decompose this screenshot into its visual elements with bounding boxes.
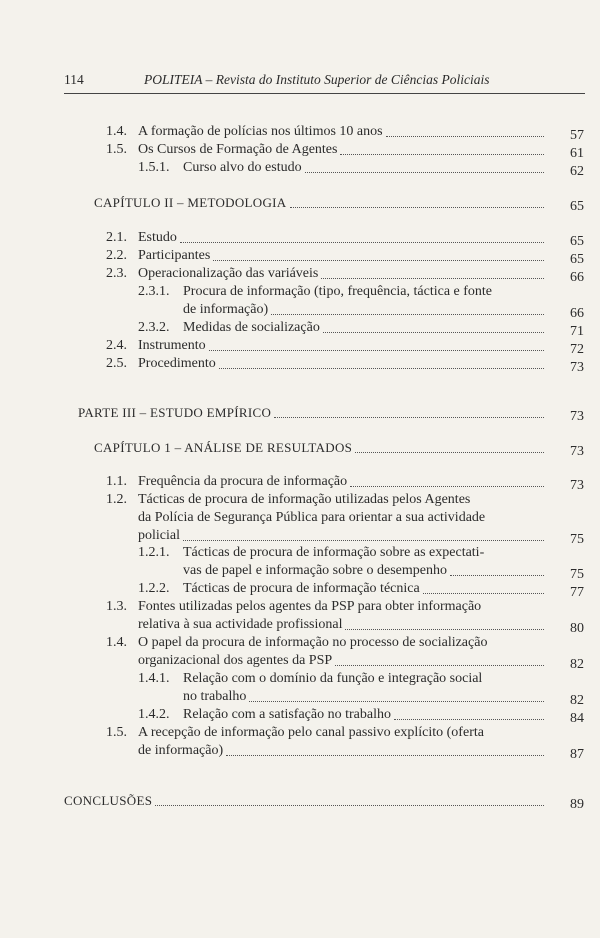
entry-page-number: 87 [570, 747, 584, 762]
toc-entry [106, 492, 584, 546]
entry-title: Fontes utilizadas pelos agentes da PSP para obter informação [138, 599, 482, 614]
entry-title: Os Cursos de Formação de Agentes [138, 142, 338, 157]
entry-number: 1.2.2. [138, 581, 170, 596]
page-number: 114 [64, 72, 84, 87]
entry-title: O papel da procura de informação no processo de socialização [138, 635, 488, 650]
entry-title: CONCLUSÕES [64, 793, 153, 808]
entry-title-continued: da Polícia de Segurança Pública para orientar a sua actividade [138, 510, 486, 525]
entry-title: Instrumento [138, 338, 206, 353]
dot-leader [183, 528, 544, 541]
entry-page-number: 82 [570, 657, 584, 672]
entry-title: Tácticas de procura de informação sobre as expectati- [183, 545, 485, 560]
dot-leader [274, 405, 544, 418]
entry-page-number: 65 [570, 234, 584, 249]
entry-page-number: 71 [570, 324, 584, 339]
toc-entry [78, 405, 584, 423]
entry-page-number: 75 [570, 567, 584, 582]
toc-entry [138, 545, 584, 581]
dot-leader [323, 320, 544, 333]
entry-number: 2.3.1. [138, 284, 170, 299]
entry-page-number: 66 [570, 306, 584, 321]
toc-entry [64, 793, 584, 811]
toc-entry [106, 124, 584, 142]
entry-page-number: 72 [570, 342, 584, 357]
dot-leader [335, 653, 544, 666]
entry-title: Medidas de socialização [183, 320, 320, 335]
entry-title-continued: no trabalho [183, 689, 247, 704]
entry-number: 2.4. [106, 338, 127, 353]
entry-number: 1.1. [106, 474, 127, 489]
entry-title: Relação com a satisfação no trabalho [183, 707, 391, 722]
dot-leader [355, 440, 544, 453]
dot-leader [394, 707, 544, 720]
dot-leader [340, 142, 544, 155]
dot-leader [155, 793, 544, 806]
entry-title-continued: vas de papel e informação sobre o desempenho [183, 563, 447, 578]
toc-entry [106, 599, 584, 635]
toc-entry [138, 284, 584, 320]
entry-page-number: 65 [570, 199, 584, 214]
entry-page-number: 73 [570, 360, 584, 375]
entry-title: Tácticas de procura de informação técnica [183, 581, 420, 596]
toc-entry [106, 338, 584, 356]
entry-title: Tácticas de procura de informação utilizadas pelos Agentes [138, 492, 471, 507]
entry-page-number: 57 [570, 128, 584, 143]
dot-leader [423, 581, 544, 594]
toc-entry [138, 160, 584, 178]
entry-title: Relação com o domínio da função e integração social [183, 671, 483, 686]
entry-page-number: 66 [570, 270, 584, 285]
dot-leader [290, 195, 544, 208]
entry-title: Procedimento [138, 356, 216, 371]
entry-title: PARTE III – ESTUDO EMPÍRICO [78, 405, 272, 420]
entry-page-number: 89 [570, 797, 584, 812]
entry-title: Operacionalização das variáveis [138, 266, 319, 281]
toc-entry [138, 320, 584, 338]
dot-leader [345, 617, 544, 630]
toc-entry [106, 266, 584, 284]
entry-page-number: 80 [570, 621, 584, 636]
dot-leader [180, 230, 544, 243]
entry-page-number: 73 [570, 478, 584, 493]
dot-leader [305, 160, 544, 173]
entry-page-number: 65 [570, 252, 584, 267]
toc-entry [138, 707, 584, 725]
entry-title-continued: de informação) [183, 302, 269, 317]
entry-page-number: 82 [570, 693, 584, 708]
dot-leader [213, 248, 544, 261]
entry-number: 1.2. [106, 492, 127, 507]
entry-page-number: 84 [570, 711, 584, 726]
entry-page-number: 62 [570, 164, 584, 179]
entry-number: 2.3.2. [138, 320, 170, 335]
entry-page-number: 73 [570, 409, 584, 424]
entry-number: 1.4. [106, 635, 127, 650]
entry-page-number: 75 [570, 532, 584, 547]
dot-leader [209, 338, 544, 351]
dot-leader [386, 124, 544, 137]
entry-number: 1.3. [106, 599, 127, 614]
entry-title-continued: de informação) [138, 743, 224, 758]
entry-title-continued: policial [138, 528, 180, 543]
entry-title: A recepção de informação pelo canal passivo explícito (oferta [138, 725, 484, 740]
entry-number: 2.1. [106, 230, 127, 245]
dot-leader [350, 474, 544, 487]
toc-entry [106, 635, 584, 671]
dot-leader [271, 302, 544, 315]
entry-title: Procura de informação (tipo, frequência, táctica e fonte [183, 284, 493, 299]
dot-leader [226, 743, 544, 756]
toc-entry [106, 474, 584, 492]
entry-number: 2.2. [106, 248, 127, 263]
entry-number: 2.5. [106, 356, 127, 371]
toc-entry [106, 142, 584, 160]
dot-leader [321, 266, 544, 279]
toc-entry [106, 230, 584, 248]
toc-entry [94, 195, 584, 213]
entry-page-number: 77 [570, 585, 584, 600]
entry-number: 1.5.1. [138, 160, 170, 175]
entry-number: 1.4.1. [138, 671, 170, 686]
entry-title: A formação de polícias nos últimos 10 anos [138, 124, 383, 139]
entry-title: Curso alvo do estudo [183, 160, 302, 175]
entry-title: Estudo [138, 230, 177, 245]
dot-leader [450, 563, 544, 576]
toc-entry [106, 356, 584, 374]
entry-number: 1.4. [106, 124, 127, 139]
entry-title: CAPÍTULO II – METODOLOGIA [94, 195, 287, 210]
entry-title-continued: organizacional dos agentes da PSP [138, 653, 333, 668]
entry-page-number: 73 [570, 444, 584, 459]
toc-entry [138, 671, 584, 707]
entry-number: 1.5. [106, 142, 127, 157]
toc-entry [94, 440, 584, 458]
entry-title: Participantes [138, 248, 211, 263]
entry-title: Frequência da procura de informação [138, 474, 348, 489]
entry-number: 1.2.1. [138, 545, 170, 560]
toc-entry [138, 581, 584, 599]
entry-page-number: 61 [570, 146, 584, 161]
journal-title: POLITEIA – Revista do Instituto Superior de Ciências Policiais [144, 72, 490, 87]
entry-number: 1.5. [106, 725, 127, 740]
toc-entry [106, 248, 584, 266]
entry-number: 2.3. [106, 266, 127, 281]
toc-entry [106, 725, 584, 761]
entry-title: CAPÍTULO 1 – ANÁLISE DE RESULTADOS [94, 440, 353, 455]
entry-number: 1.4.2. [138, 707, 170, 722]
entry-title-continued: relativa à sua actividade profissional [138, 617, 343, 632]
dot-leader [219, 356, 544, 369]
dot-leader [249, 689, 544, 702]
